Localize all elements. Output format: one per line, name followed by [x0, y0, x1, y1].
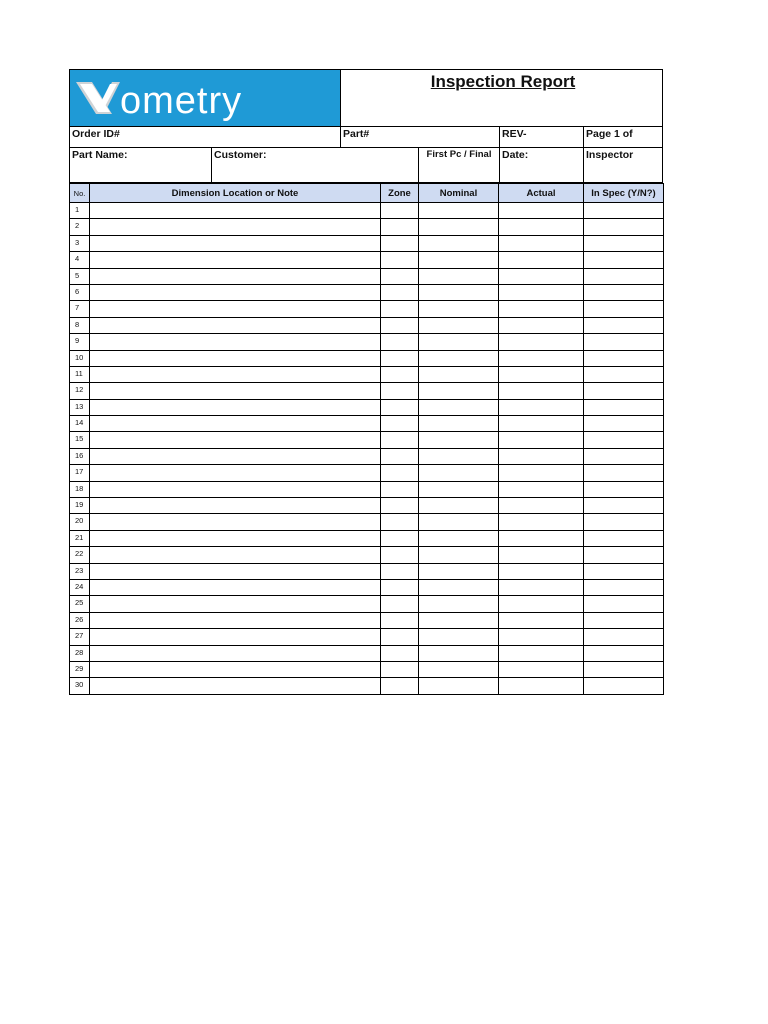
- row-number: 10: [70, 350, 90, 366]
- zone-cell[interactable]: [381, 235, 419, 251]
- in-spec-cell[interactable]: [584, 563, 664, 579]
- table-row: [70, 448, 664, 464]
- table-row: [70, 334, 664, 350]
- zone-cell[interactable]: [381, 465, 419, 481]
- nominal-cell[interactable]: [419, 498, 499, 514]
- row-number: 24: [70, 579, 90, 595]
- actual-cell[interactable]: [499, 268, 584, 284]
- report-header: [69, 69, 663, 126]
- nominal-cell[interactable]: [419, 645, 499, 661]
- in-spec-cell[interactable]: [584, 301, 664, 317]
- row-number: 2: [70, 219, 90, 235]
- dimension-cell[interactable]: [90, 416, 381, 432]
- in-spec-cell[interactable]: [584, 547, 664, 563]
- table-row: [70, 432, 664, 448]
- zone-cell[interactable]: [381, 301, 419, 317]
- table-row: [70, 268, 664, 284]
- title-cell: [340, 70, 665, 126]
- info-row-order: [70, 127, 662, 148]
- actual-cell[interactable]: [499, 219, 584, 235]
- row-number: 5: [70, 268, 90, 284]
- dimension-cell[interactable]: [90, 268, 381, 284]
- actual-cell[interactable]: [499, 203, 584, 219]
- table-row: [70, 252, 664, 268]
- nominal-cell[interactable]: [419, 301, 499, 317]
- table-body: [70, 203, 664, 695]
- table-row: [70, 563, 664, 579]
- row-number: 9: [70, 334, 90, 350]
- in-spec-cell[interactable]: [584, 235, 664, 251]
- dimension-cell[interactable]: [90, 448, 381, 464]
- in-spec-cell[interactable]: [584, 481, 664, 497]
- table-row: [70, 612, 664, 628]
- nominal-cell[interactable]: [419, 547, 499, 563]
- zone-cell[interactable]: [381, 612, 419, 628]
- part-number-label: Part#: [343, 128, 370, 140]
- in-spec-cell[interactable]: [584, 268, 664, 284]
- zone-cell[interactable]: [381, 498, 419, 514]
- nominal-cell[interactable]: [419, 317, 499, 333]
- info-row-part: [70, 148, 662, 182]
- actual-cell[interactable]: [499, 661, 584, 677]
- actual-cell[interactable]: [499, 252, 584, 268]
- nominal-cell[interactable]: [419, 350, 499, 366]
- actual-cell[interactable]: [499, 465, 584, 481]
- in-spec-cell[interactable]: [584, 661, 664, 677]
- nominal-cell[interactable]: [419, 268, 499, 284]
- table-row: [70, 498, 664, 514]
- row-number: 22: [70, 547, 90, 563]
- actual-cell[interactable]: [499, 448, 584, 464]
- zone-cell[interactable]: [381, 366, 419, 382]
- zone-cell[interactable]: [381, 432, 419, 448]
- nominal-cell[interactable]: [419, 596, 499, 612]
- nominal-cell[interactable]: [419, 203, 499, 219]
- actual-cell[interactable]: [499, 301, 584, 317]
- dimension-cell[interactable]: [90, 579, 381, 595]
- dimension-cell[interactable]: [90, 481, 381, 497]
- in-spec-cell[interactable]: [584, 530, 664, 546]
- table-row: [70, 399, 664, 415]
- part-number-field[interactable]: [340, 127, 499, 147]
- nominal-cell[interactable]: [419, 579, 499, 595]
- row-number: 8: [70, 317, 90, 333]
- actual-cell[interactable]: [499, 317, 584, 333]
- in-spec-cell[interactable]: [584, 284, 664, 300]
- table-row: [70, 219, 664, 235]
- nominal-cell[interactable]: [419, 252, 499, 268]
- zone-cell[interactable]: [381, 416, 419, 432]
- part-name-label: Part Name:: [72, 149, 128, 161]
- nominal-cell[interactable]: [419, 563, 499, 579]
- in-spec-cell[interactable]: [584, 350, 664, 366]
- first-final-label: First Pc / Final: [426, 149, 492, 160]
- in-spec-cell[interactable]: [584, 579, 664, 595]
- row-number: 19: [70, 498, 90, 514]
- col-header-dimension: Dimension Location or Note: [90, 184, 381, 203]
- table-row: [70, 317, 664, 333]
- zone-cell[interactable]: [381, 661, 419, 677]
- xometry-logo: [70, 70, 340, 126]
- customer-label: Customer:: [214, 149, 267, 161]
- dimension-cell[interactable]: [90, 547, 381, 563]
- row-number: 20: [70, 514, 90, 530]
- in-spec-cell[interactable]: [584, 432, 664, 448]
- actual-cell[interactable]: [499, 334, 584, 350]
- actual-cell[interactable]: [499, 366, 584, 382]
- zone-cell[interactable]: [381, 252, 419, 268]
- inspection-table: [69, 183, 664, 695]
- table-row: [70, 301, 664, 317]
- actual-cell[interactable]: [499, 481, 584, 497]
- row-number: 21: [70, 530, 90, 546]
- dimension-cell[interactable]: [90, 366, 381, 382]
- row-number: 13: [70, 399, 90, 415]
- table-row: [70, 350, 664, 366]
- col-header-nominal: Nominal: [419, 184, 499, 203]
- col-header-in-spec: In Spec (Y/N?): [584, 184, 664, 203]
- nominal-cell[interactable]: [419, 514, 499, 530]
- xometry-logo-mark: [70, 70, 340, 126]
- rev-field[interactable]: [499, 127, 583, 147]
- actual-cell[interactable]: [499, 498, 584, 514]
- dimension-cell[interactable]: [90, 301, 381, 317]
- nominal-cell[interactable]: [419, 334, 499, 350]
- zone-cell[interactable]: [381, 563, 419, 579]
- dimension-cell[interactable]: [90, 514, 381, 530]
- dimension-cell[interactable]: [90, 203, 381, 219]
- in-spec-cell[interactable]: [584, 612, 664, 628]
- nominal-cell[interactable]: [419, 432, 499, 448]
- actual-cell[interactable]: [499, 284, 584, 300]
- row-number: 25: [70, 596, 90, 612]
- row-number: 28: [70, 645, 90, 661]
- in-spec-cell[interactable]: [584, 448, 664, 464]
- dimension-cell[interactable]: [90, 399, 381, 415]
- table-row: [70, 203, 664, 219]
- dimension-cell[interactable]: [90, 235, 381, 251]
- zone-cell[interactable]: [381, 383, 419, 399]
- dimension-cell[interactable]: [90, 645, 381, 661]
- dimension-cell[interactable]: [90, 596, 381, 612]
- actual-cell[interactable]: [499, 235, 584, 251]
- row-number: 30: [70, 678, 90, 694]
- order-id-field[interactable]: [70, 127, 340, 147]
- zone-cell[interactable]: [381, 268, 419, 284]
- actual-cell[interactable]: [499, 645, 584, 661]
- zone-cell[interactable]: [381, 334, 419, 350]
- page-label: Page 1 of: [586, 128, 633, 140]
- zone-cell[interactable]: [381, 350, 419, 366]
- actual-cell[interactable]: [499, 563, 584, 579]
- nominal-cell[interactable]: [419, 284, 499, 300]
- nominal-cell[interactable]: [419, 661, 499, 677]
- nominal-cell[interactable]: [419, 629, 499, 645]
- zone-cell[interactable]: [381, 579, 419, 595]
- zone-cell[interactable]: [381, 317, 419, 333]
- nominal-cell[interactable]: [419, 481, 499, 497]
- in-spec-cell[interactable]: [584, 645, 664, 661]
- in-spec-cell[interactable]: [584, 629, 664, 645]
- actual-cell[interactable]: [499, 383, 584, 399]
- dimension-cell[interactable]: [90, 334, 381, 350]
- dimension-cell[interactable]: [90, 350, 381, 366]
- in-spec-cell[interactable]: [584, 366, 664, 382]
- in-spec-cell[interactable]: [584, 596, 664, 612]
- in-spec-cell[interactable]: [584, 317, 664, 333]
- row-number: 27: [70, 629, 90, 645]
- page-field[interactable]: [583, 127, 664, 147]
- row-number: 15: [70, 432, 90, 448]
- in-spec-cell[interactable]: [584, 465, 664, 481]
- nominal-cell[interactable]: [419, 678, 499, 694]
- actual-cell[interactable]: [499, 629, 584, 645]
- row-number: 6: [70, 284, 90, 300]
- actual-cell[interactable]: [499, 416, 584, 432]
- part-name-field[interactable]: [70, 148, 211, 182]
- table-row: [70, 596, 664, 612]
- report-info: [69, 126, 663, 183]
- col-header-actual: Actual: [499, 184, 584, 203]
- zone-cell[interactable]: [381, 219, 419, 235]
- row-number: 11: [70, 366, 90, 382]
- table-row: [70, 579, 664, 595]
- zone-cell[interactable]: [381, 399, 419, 415]
- dimension-cell[interactable]: [90, 678, 381, 694]
- nominal-cell[interactable]: [419, 612, 499, 628]
- table-row: [70, 645, 664, 661]
- actual-cell[interactable]: [499, 530, 584, 546]
- dimension-cell[interactable]: [90, 498, 381, 514]
- row-number: 12: [70, 383, 90, 399]
- in-spec-cell[interactable]: [584, 399, 664, 415]
- nominal-cell[interactable]: [419, 448, 499, 464]
- zone-cell[interactable]: [381, 530, 419, 546]
- in-spec-cell[interactable]: [584, 383, 664, 399]
- table-row: [70, 235, 664, 251]
- actual-cell[interactable]: [499, 612, 584, 628]
- zone-cell[interactable]: [381, 678, 419, 694]
- dimension-cell[interactable]: [90, 629, 381, 645]
- in-spec-cell[interactable]: [584, 203, 664, 219]
- nominal-cell[interactable]: [419, 366, 499, 382]
- nominal-cell[interactable]: [419, 383, 499, 399]
- nominal-cell[interactable]: [419, 465, 499, 481]
- table-row: [70, 284, 664, 300]
- dimension-cell[interactable]: [90, 383, 381, 399]
- nominal-cell[interactable]: [419, 416, 499, 432]
- actual-cell[interactable]: [499, 514, 584, 530]
- actual-cell[interactable]: [499, 547, 584, 563]
- first-final-field[interactable]: [418, 148, 499, 182]
- row-number: 16: [70, 448, 90, 464]
- table-row: [70, 481, 664, 497]
- inspection-report-sheet: [69, 69, 663, 695]
- row-number: 4: [70, 252, 90, 268]
- dimension-cell[interactable]: [90, 284, 381, 300]
- in-spec-cell[interactable]: [584, 219, 664, 235]
- nominal-cell[interactable]: [419, 219, 499, 235]
- zone-cell[interactable]: [381, 596, 419, 612]
- table-header-row: [70, 184, 664, 203]
- report-title: Inspection Report: [430, 72, 576, 91]
- inspector-label: Inspector: [586, 149, 634, 161]
- row-number: 18: [70, 481, 90, 497]
- col-header-zone: Zone: [381, 184, 419, 203]
- customer-field[interactable]: [211, 148, 418, 182]
- row-number: 3: [70, 235, 90, 251]
- nominal-cell[interactable]: [419, 235, 499, 251]
- order-id-label: Order ID#: [72, 128, 120, 140]
- table-row: [70, 383, 664, 399]
- table-row: [70, 629, 664, 645]
- nominal-cell[interactable]: [419, 530, 499, 546]
- actual-cell[interactable]: [499, 350, 584, 366]
- inspector-field[interactable]: [583, 148, 664, 182]
- in-spec-cell[interactable]: [584, 334, 664, 350]
- zone-cell[interactable]: [381, 629, 419, 645]
- date-field[interactable]: [499, 148, 583, 182]
- dimension-cell[interactable]: [90, 530, 381, 546]
- table-row: [70, 661, 664, 677]
- dimension-cell[interactable]: [90, 219, 381, 235]
- actual-cell[interactable]: [499, 399, 584, 415]
- table-row: [70, 530, 664, 546]
- dimension-cell[interactable]: [90, 661, 381, 677]
- zone-cell[interactable]: [381, 448, 419, 464]
- dimension-cell[interactable]: [90, 432, 381, 448]
- table-row: [70, 514, 664, 530]
- dimension-cell[interactable]: [90, 465, 381, 481]
- in-spec-cell[interactable]: [584, 678, 664, 694]
- row-number: 14: [70, 416, 90, 432]
- actual-cell[interactable]: [499, 432, 584, 448]
- in-spec-cell[interactable]: [584, 416, 664, 432]
- svg-text:ometry: ometry: [120, 80, 243, 122]
- col-header-no: No.: [70, 184, 90, 203]
- row-number: 26: [70, 612, 90, 628]
- actual-cell[interactable]: [499, 579, 584, 595]
- zone-cell[interactable]: [381, 645, 419, 661]
- table-row: [70, 547, 664, 563]
- row-number: 17: [70, 465, 90, 481]
- actual-cell[interactable]: [499, 596, 584, 612]
- date-label: Date:: [502, 149, 529, 161]
- zone-cell[interactable]: [381, 514, 419, 530]
- zone-cell[interactable]: [381, 203, 419, 219]
- table-row: [70, 465, 664, 481]
- rev-label: REV-: [502, 128, 527, 140]
- zone-cell[interactable]: [381, 284, 419, 300]
- table-row: [70, 416, 664, 432]
- actual-cell[interactable]: [499, 678, 584, 694]
- table-row: [70, 678, 664, 694]
- dimension-cell[interactable]: [90, 317, 381, 333]
- in-spec-cell[interactable]: [584, 514, 664, 530]
- row-number: 1: [70, 203, 90, 219]
- in-spec-cell[interactable]: [584, 252, 664, 268]
- nominal-cell[interactable]: [419, 399, 499, 415]
- dimension-cell[interactable]: [90, 252, 381, 268]
- row-number: 29: [70, 661, 90, 677]
- row-number: 7: [70, 301, 90, 317]
- table-row: [70, 366, 664, 382]
- zone-cell[interactable]: [381, 481, 419, 497]
- row-number: 23: [70, 563, 90, 579]
- dimension-cell[interactable]: [90, 563, 381, 579]
- dimension-cell[interactable]: [90, 612, 381, 628]
- zone-cell[interactable]: [381, 547, 419, 563]
- in-spec-cell[interactable]: [584, 498, 664, 514]
